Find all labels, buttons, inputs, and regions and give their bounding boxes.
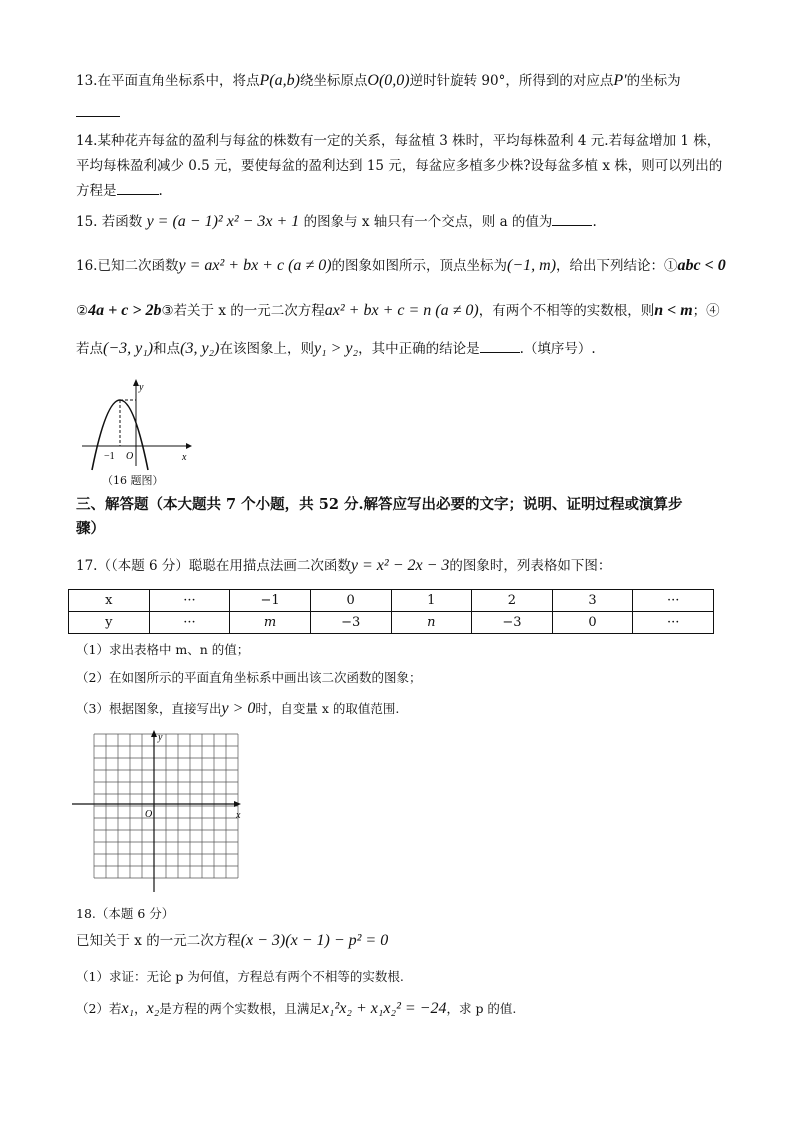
q18-part2-b: ， (134, 1001, 147, 1016)
q14-text-a: 方程是 (76, 183, 117, 199)
q16-c2-label: ② (76, 303, 89, 319)
q18-header: 18.（本题 6 分） (76, 906, 175, 921)
table-cell: −3 (310, 612, 391, 634)
table-cell: 2 (472, 590, 553, 612)
table-cell: 3 (552, 590, 633, 612)
table-cell: ··· (149, 612, 230, 634)
q16-c3-equation: ax² + bx + c = n (a ≠ 0) (324, 302, 479, 319)
q16-conclusion-2: 4a + c > 2b (88, 302, 162, 319)
q16-c4-text-a: 若点 (76, 341, 103, 357)
table-row-y (69, 612, 714, 634)
q16-text-b: 的图象如图所示，顶点坐标为 (331, 258, 508, 274)
q18-part1: （1）求证：无论 p 为何值，方程总有两个不相等的实数根. (76, 969, 404, 984)
q18-x2: x₂ (146, 1000, 160, 1017)
q13-text-b: 绕坐标原点 (299, 73, 368, 89)
q13-text-c: 逆时针旋转 90°，所得到的对应点 (409, 73, 614, 89)
q16-caption: （16 题图） (102, 474, 164, 487)
q14-line3 (76, 182, 163, 200)
q17-y-label: y (158, 732, 163, 743)
q17-formula: y = x² − 2x − 3 (350, 557, 450, 574)
q18-intro (76, 932, 388, 950)
table-cell: ··· (633, 590, 714, 612)
q13-answer-line (76, 104, 120, 122)
q14-answer-blank[interactable] (117, 182, 159, 195)
table-cell: −3 (472, 612, 553, 634)
q16-text-c: ，给出下列结论：① (556, 258, 678, 274)
q16-point-1: (−3, y₁) (103, 340, 154, 357)
q15-text-b: 的图象与 x 轴只有一个交点，则 a 的值为 (303, 214, 553, 230)
q13-point-p: P(a,b) (259, 72, 300, 89)
q14-line2: 平均每株盈利减少 0.5 元，要使每盆的盈利达到 15 元，每盆应多植多少株?设每盆多植 x 株，则可以列出的 (76, 158, 723, 174)
table-cell: m (230, 612, 311, 634)
q18-condition: x₁²x₂ + x₁x₂² = −24 (321, 1000, 447, 1017)
table-cell: −1 (230, 590, 311, 612)
q13-line1 (76, 72, 681, 90)
q16-c4-condition: y₁ > y₂ (313, 340, 359, 357)
q13-answer-blank[interactable] (76, 104, 120, 117)
q16-c4-text-c: 在该图象上，则 (219, 341, 314, 357)
table-row-x (69, 590, 714, 612)
q16-answer-blank[interactable] (480, 340, 520, 353)
q17-intro-a: 17.（（本题 6 分）聪聪在用描点法画二次函数 (76, 558, 351, 574)
q17-part3-condition: y > 0 (221, 700, 256, 717)
q16-c3-text2: ，有两个不相等的实数根，则 (478, 303, 655, 319)
q16-line1 (76, 257, 726, 275)
q14-line1: 14.某种花卉每盆的盈利与每盆的株数有一定的关系，每盆植 3 株时，平均每株盈利 4 元.若每盆增加 1 株， (76, 133, 721, 149)
q18-part2-a: （2）若 (76, 1001, 122, 1016)
q15-text-a: 15. 若函数 (76, 214, 143, 230)
q16-c3-text: ③若关于 x 的一元二次方程 (161, 303, 325, 319)
q17-intro-b: 的图象时，列表格如下图： (449, 558, 612, 574)
q16-conclusion-1: abc < 0 (677, 257, 726, 274)
q13-text-d: 的坐标为 (626, 73, 681, 89)
q13-text-a: 13.在平面直角坐标系中，将点 (76, 73, 260, 89)
q17-intro (76, 557, 611, 575)
q15-formula: y = (a − 1)² x² − 3x + 1 (146, 213, 300, 230)
table-cell: 0 (310, 590, 391, 612)
q18-part2-c: 是方程的两个实数根，且满足 (159, 1001, 322, 1016)
section3-title-line1: 三、解答题（本大题共 7 个小题，共 52 分.解答应写出必要的文字；说明、证明过程或演算步 (76, 496, 683, 513)
q17-part3-a: （3）根据图象，直接写出 (76, 701, 222, 716)
section3-title-line2: 骤） (76, 520, 105, 537)
table-cell: 0 (552, 612, 633, 634)
q16-line3 (76, 340, 596, 358)
q18-equation: (x − 3)(x − 1) − p² = 0 (240, 932, 389, 949)
q17-part3-b: 时，自变量 x 的取值范围. (255, 701, 400, 716)
q17-coordinate-grid[interactable] (72, 728, 248, 894)
q16-tick-neg1: −1 (104, 451, 115, 462)
q15-line (76, 213, 597, 231)
q16-text-a: 16.已知二次函数 (76, 258, 179, 274)
q17-part3 (76, 700, 399, 718)
q13-origin: O(0,0) (367, 72, 410, 89)
q16-graph (76, 376, 196, 472)
q16-c4-text-e: .（填序号）. (519, 341, 596, 357)
q13-point-p-prime: P′ (613, 72, 627, 89)
q18-part2 (76, 1000, 516, 1018)
q16-formula: y = ax² + bx + c (a ≠ 0) (178, 257, 332, 274)
q16-line2 (76, 302, 720, 320)
q17-grid-lines (94, 734, 238, 878)
q17-x-label: x (236, 810, 241, 821)
q16-c4-text-b: 和点 (153, 341, 181, 357)
q18-intro-a: 已知关于 x 的一元二次方程 (76, 933, 241, 949)
q17-origin-label: O (145, 809, 153, 820)
q17-part1: （1）求出表格中 m、n 的值； (76, 642, 250, 657)
table-cell: y (69, 612, 150, 634)
table-cell: ··· (633, 612, 714, 634)
table-cell: x (69, 590, 150, 612)
q16-c4-label: ；④ (692, 303, 720, 319)
q16-c3-condition: n < m (654, 302, 693, 319)
q15-answer-blank[interactable] (552, 213, 592, 226)
q18-x1: x₁ (121, 1000, 135, 1017)
q16-c4-text-d: ，其中正确的结论是 (358, 341, 480, 357)
q17-part2: （2）在如图所示的平面直角坐标系中画出该二次函数的图象； (76, 670, 422, 685)
q16-x-label: x (182, 452, 187, 463)
q17-value-table (68, 589, 714, 634)
q16-point-2: (3, y₂) (180, 340, 220, 357)
table-cell: 1 (391, 590, 472, 612)
table-cell: n (391, 612, 472, 634)
q16-x-axis-arrow-icon (186, 443, 192, 449)
q18-part2-d: ，求 p 的值. (446, 1001, 517, 1016)
q16-origin-label: O (126, 451, 134, 462)
q15-text-c: . (592, 214, 597, 230)
q16-vertex: (−1, m) (507, 257, 557, 274)
q14-text-b: . (158, 183, 163, 199)
q17-y-axis-arrow-icon (151, 730, 157, 737)
table-cell: ··· (149, 590, 230, 612)
q16-y-label: y (139, 382, 144, 393)
